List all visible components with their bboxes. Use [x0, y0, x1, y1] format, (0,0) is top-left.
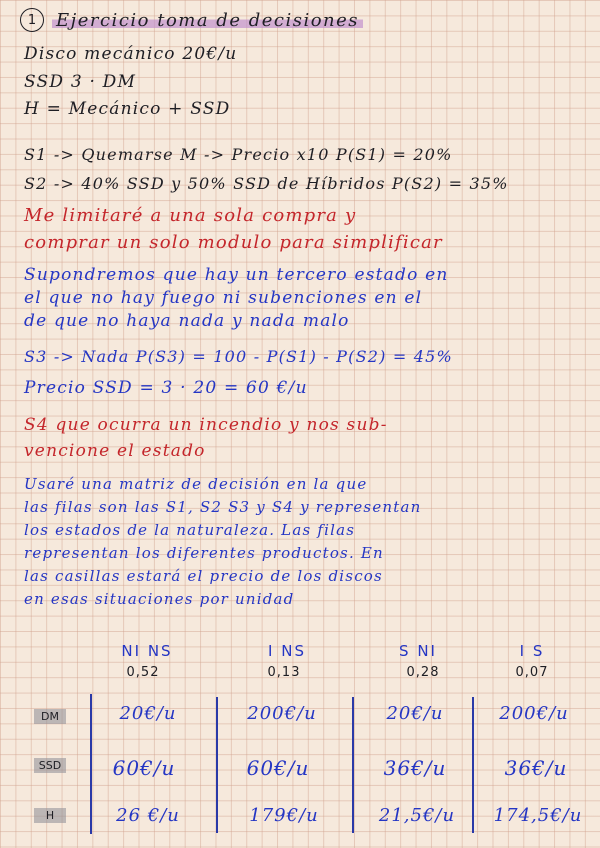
s3-line: S3 -> Nada P(S3) = 100 - P(S1) - P(S2) = 45%: [24, 347, 453, 366]
matrix-header-1: NI NS: [121, 642, 173, 660]
matrix-prob-1: 0,52: [126, 665, 160, 680]
red-note-2-line-2: vencione el estado: [24, 441, 206, 461]
matrix-header-3: S NI: [399, 642, 437, 660]
red-note-1-line-2: comprar un solo modulo para simplificar: [24, 232, 443, 253]
matrix-cell: 60€/u: [112, 756, 176, 780]
matrix-prob-4: 0,07: [515, 665, 549, 680]
exercise-title: [20, 8, 363, 32]
blue-para-2-line-4: representan los diferentes productos. En: [24, 544, 384, 562]
matrix-cell: 174,5€/u: [493, 805, 583, 826]
red-note-1-line-1: Me limitaré a una sola compra y: [24, 205, 357, 226]
matrix-cell: 20€/u: [386, 703, 444, 724]
state-s1-line: S1 -> Quemarse M -> Precio x10 P(S1) = 20%: [24, 145, 453, 164]
blue-para-1-line-2: el que no hay fuego ni subenciones en el: [24, 288, 423, 308]
blue-para-2-line-2: las filas son las S1, S2 S3 y S4 y representan: [24, 498, 422, 516]
exercise-number: 1: [20, 8, 44, 32]
intro-line-2: SSD 3 · DM: [24, 72, 137, 92]
blue-para-2-line-6: en esas situaciones por unidad: [24, 590, 295, 608]
matrix-divider-3: [352, 697, 354, 833]
blue-para-2-line-3: los estados de la naturaleza. Las filas: [24, 521, 356, 539]
exercise-title-text: Ejercicio toma de decisiones: [52, 10, 363, 31]
blue-para-1-line-1: Supondremos que hay un tercero estado en: [24, 265, 449, 285]
red-note-2-line-1: S4 que ocurra un incendio y nos sub-: [24, 415, 388, 435]
matrix-prob-2: 0,13: [267, 665, 301, 680]
blue-para-2-line-5: las casillas estará el precio de los discos: [24, 567, 383, 585]
matrix-cell: 20€/u: [119, 703, 177, 724]
matrix-row-label-h: H: [34, 808, 66, 823]
matrix-cell: 200€/u: [499, 703, 569, 724]
matrix-cell: 26 €/u: [116, 805, 180, 826]
matrix-cell: 36€/u: [504, 756, 568, 780]
blue-para-1-line-3: de que no haya nada y nada malo: [24, 311, 350, 331]
matrix-cell: 179€/u: [249, 805, 319, 826]
matrix-row-label-ssd: SSD: [34, 758, 66, 773]
intro-line-3: H = Mecánico + SSD: [24, 99, 231, 119]
matrix-cell: 36€/u: [383, 756, 447, 780]
price-ssd-line: Precio SSD = 3 · 20 = 60 €/u: [24, 378, 308, 398]
intro-line-1: Disco mecánico 20€/u: [24, 44, 238, 64]
matrix-prob-3: 0,28: [406, 665, 440, 680]
matrix-cell: 200€/u: [247, 703, 317, 724]
matrix-cell: 21,5€/u: [378, 805, 456, 826]
state-s2-line: S2 -> 40% SSD y 50% SSD de Híbridos P(S2) = 35%: [24, 174, 509, 193]
matrix-row-label-dm: DM: [34, 709, 66, 724]
matrix-header-2: I NS: [268, 642, 306, 660]
blue-para-2-line-1: Usaré una matriz de decisión en la que: [24, 475, 368, 493]
matrix-header-4: I S: [519, 642, 545, 660]
matrix-cell: 60€/u: [246, 756, 310, 780]
